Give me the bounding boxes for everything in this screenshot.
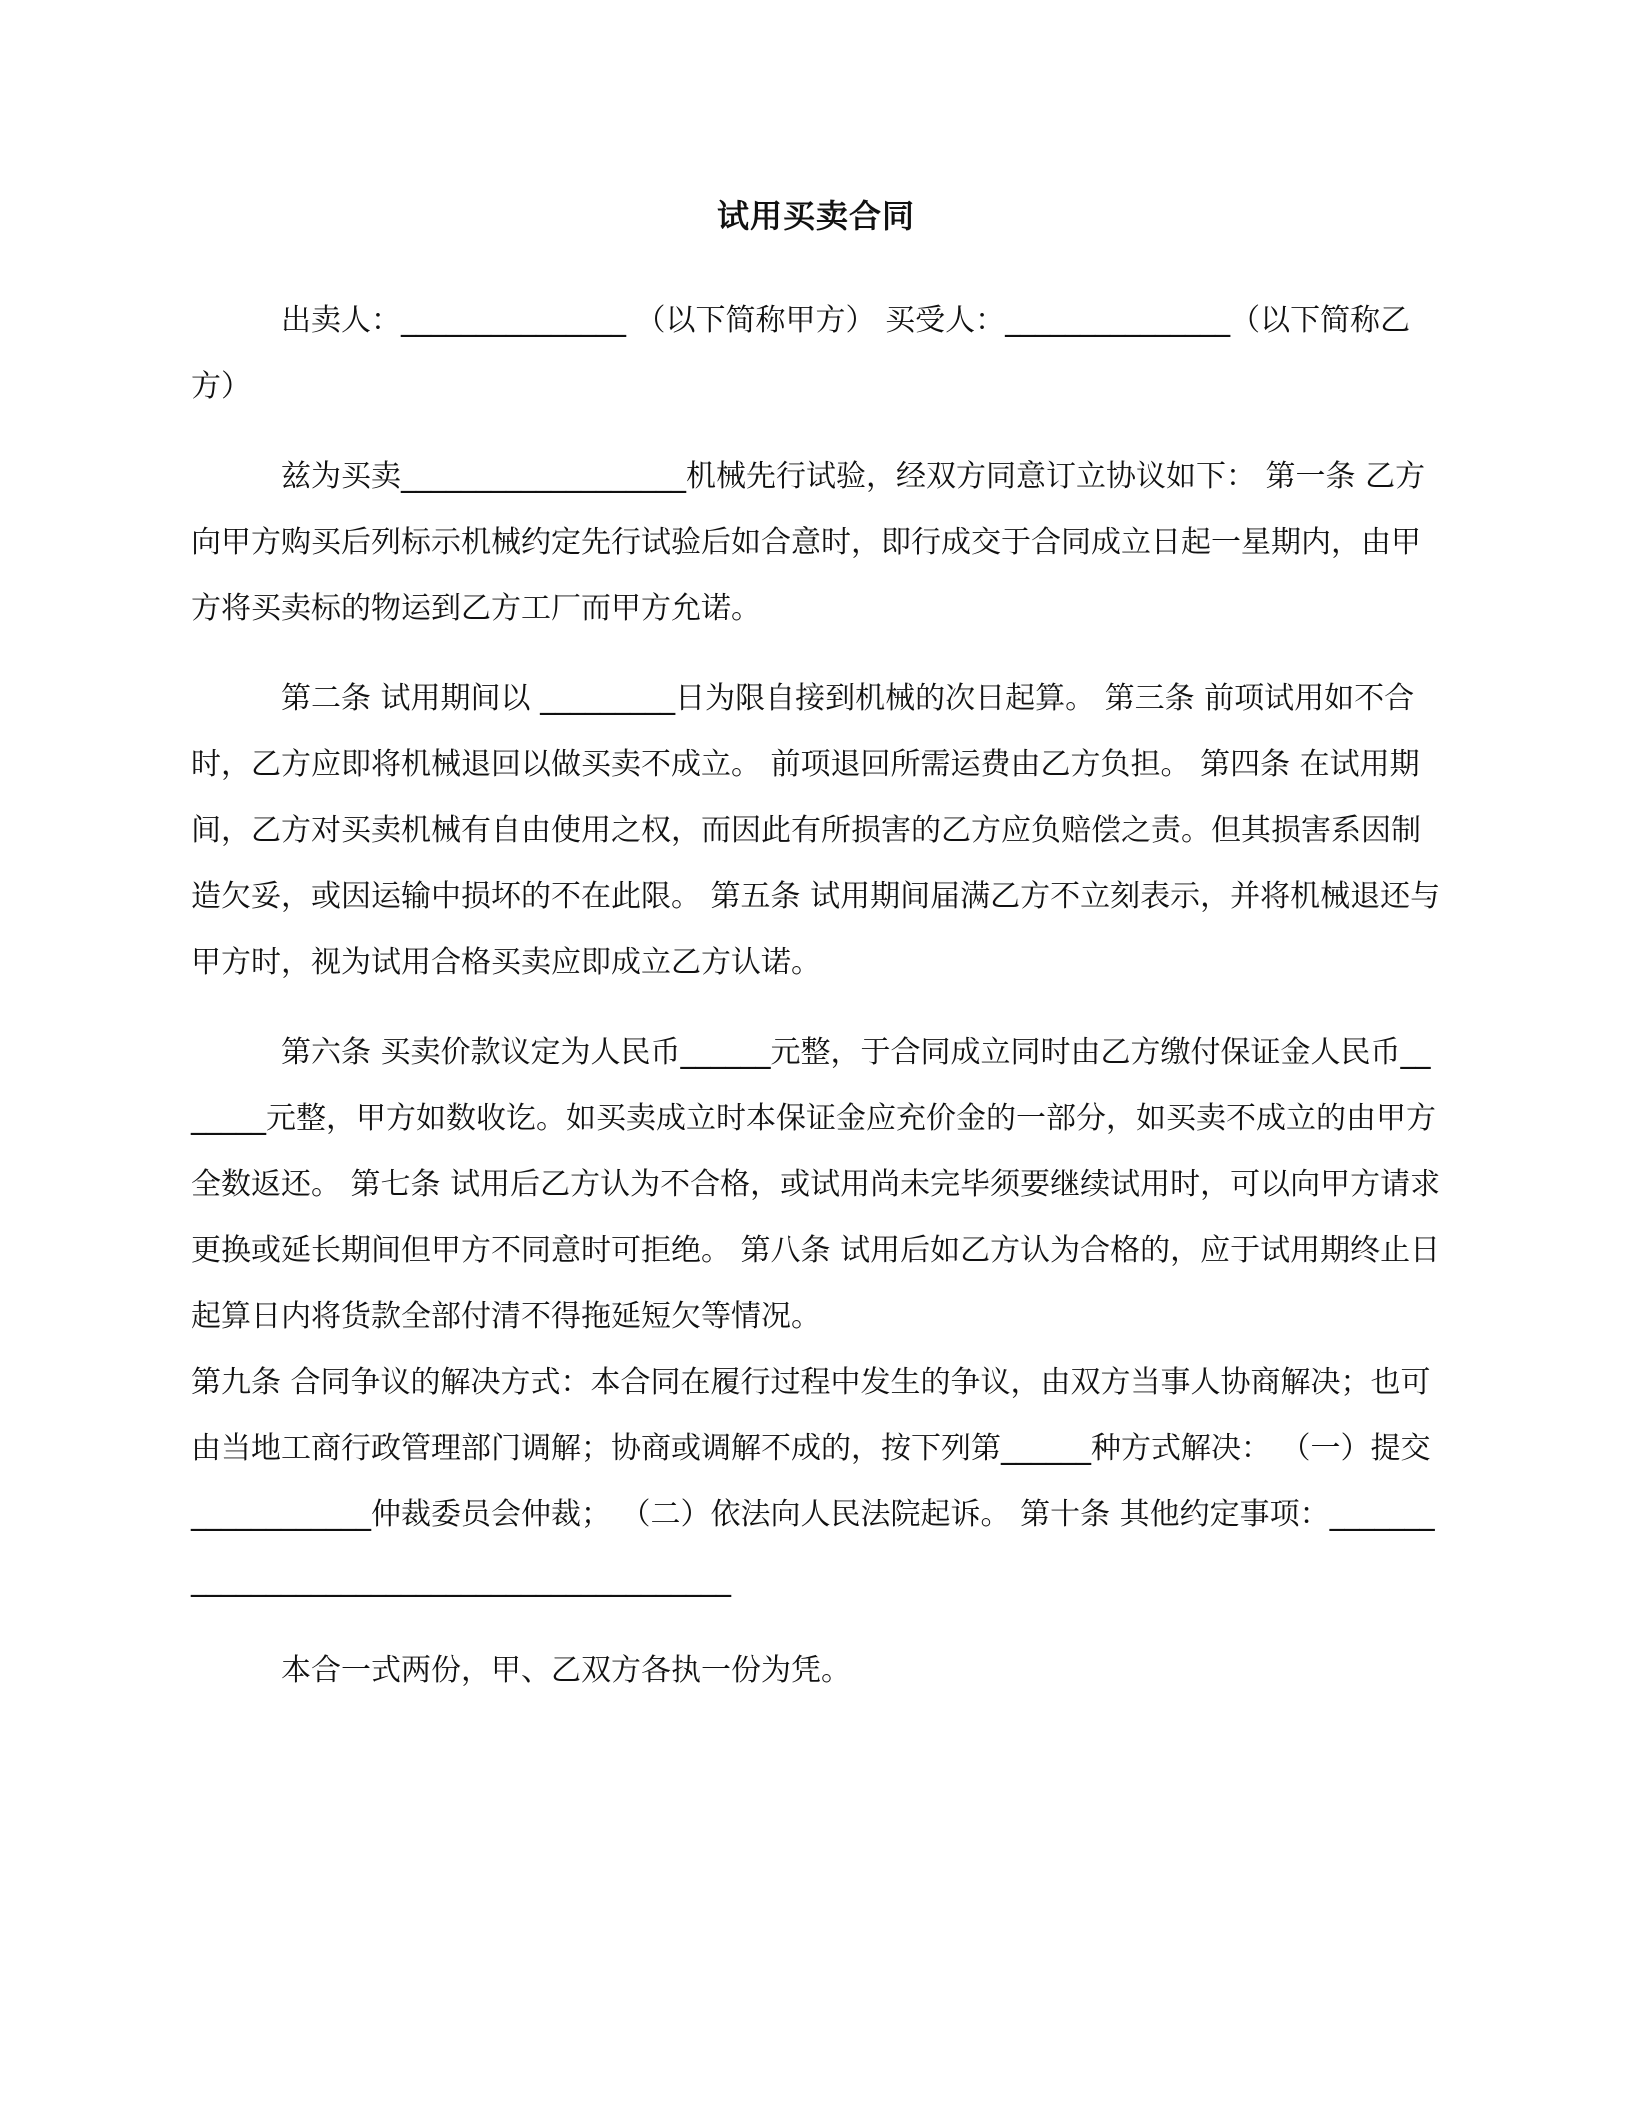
- articles-two-to-five-paragraph: 第二条 试用期间以 _________日为限自接到机械的次日起算。 第三条 前项试用如不合时，乙方应即将机械退回以做买卖不成立。 前项退回所需运费由乙方负担。 第四条 在试用期间，乙方对买卖机械有自由使用之权，而因此有所损害的乙方应负赔偿之责。但其损害系因制造欠妥，或因运输中损坏的不在此限。 第五条 试用期间届满乙方不立刻表示，并将机械退还与甲方时，视为试用合格买卖应即成立乙方认诺。: [191, 681, 1441, 980]
- parties-paragraph: 出卖人：_______________ （以下简称甲方） 买受人：_______________（以下简称乙方）: [191, 303, 1411, 404]
- document-title: 试用买卖合同: [716, 197, 915, 235]
- article-one-paragraph: 兹为买卖___________________机械先行试验，经双方同意订立协议如下： 第一条 乙方向甲方购买后列标示机械约定先行试验后如合意时，即行成交于合同成立日起一星期内，由甲方将买卖标的物运到乙方工厂而甲方允诺。: [191, 459, 1426, 626]
- copies-paragraph: 本合一式两份，甲、乙双方各执一份为凭。: [281, 1653, 851, 1688]
- articles-nine-ten-paragraph: 第九条 合同争议的解决方式：本合同在履行过程中发生的争议，由双方当事人协商解决；也可由当地工商行政管理部门调解；协商或调解不成的，按下列第______种方式解决： （一）提交____________仲裁委员会仲裁； （二）依法向人民法院起诉。 第十条 其他约定事项：___________________________________________: [191, 1365, 1435, 1598]
- articles-six-to-eight-paragraph: 第六条 买卖价款议定为人民币______元整，于合同成立同时由乙方缴付保证金人民币_______元整，甲方如数收讫。如买卖成立时本保证金应充价金的一部分，如买卖不成立的由甲方全数返还。 第七条 试用后乙方认为不合格，或试用尚未完毕须要继续试用时，可以向甲方请求更换或延长期间但甲方不同意时可拒绝。 第八条 试用后如乙方认为合格的，应于试用期终止日起算日内将货款全部付清不得拖延短欠等情况。: [191, 1035, 1441, 1334]
- document-body: [191, 288, 1441, 1704]
